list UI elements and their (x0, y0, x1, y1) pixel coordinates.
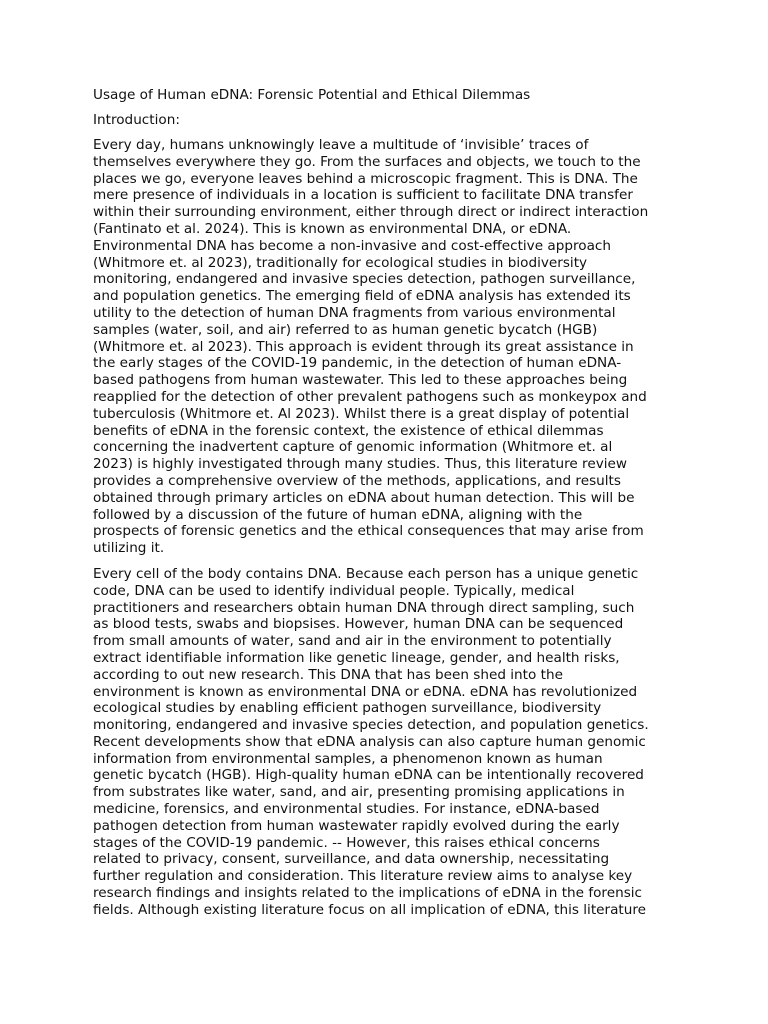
document-page (93, 86, 675, 928)
paragraph-1: Every day, humans unknowingly leave a multitude of ‘invisible’ traces of themselves everywhere they go. From the surfaces and objects, we touch to the places we go, everyone leaves behind a microscopic fragment. This is DNA. The mere presence of individuals in a location is sufficient to facilitate DNA transfer within their surrounding environment, either through direct or indirect interaction (Fantinato et al. 2024). This is known as environmental DNA, or eDNA. Environmental DNA has become a non-invasive and cost-effective approach (Whitmore et. al 2023), traditionally for ecological studies in biodiversity monitoring, endangered and invasive species detection, pathogen surveillance, and population genetics. The emerging field of eDNA analysis has extended its utility to the detection of human DNA fragments from various environmental samples (water, soil, and air) referred to as human genetic bycatch (HGB) (Whitmore et. al 2023). This approach is evident through its great assistance in the early stages of the COVID-19 pandemic, in the detection of human eDNA- based pathogens from human wastewater. This led to these approaches being reapplied for the detection of other prevalent pathogens such as monkeypox and tuberculosis (Whitmore et. Al 2023). Whilst there is a great display of potential benefits of eDNA in the forensic context, the existence of ethical dilemmas concerning the inadvertent capture of genomic information (Whitmore et. al 2023) is highly investigated through many studies. Thus, this literature review provides a comprehensive overview of the methods, applications, and results obtained through primary articles on eDNA about human detection. This will be followed by a discussion of the future of human eDNA, aligning with the prospects of forensic genetics and the ethical consequences that may arise from utilizing it. (93, 137, 649, 557)
paragraph-2: Every cell of the body contains DNA. Because each person has a unique genetic code, DNA can be used to identify individual people. Typically, medical practitioners and researchers obtain human DNA through direct sampling, such as blood tests, swabs and biopsises. However, human DNA can be sequenced from small amounts of water, sand and air in the environment to potentially extract identifiable information like genetic lineage, gender, and health risks, according to out new research. This DNA that has been shed into the environment is known as environmental DNA or eDNA. eDNA has revolutionized ecological studies by enabling efficient pathogen surveillance, biodiversity monitoring, endangered and invasive species detection, and population genetics. Recent developments show that eDNA analysis can also capture human genomic information from environmental samples, a phenomenon known as human genetic bycatch (HGB). High-quality human eDNA can be intentionally recovered from substrates like water, sand, and air, presenting promising applications in medicine, forensics, and environmental studies. For instance, eDNA-based pathogen detection from human wastewater rapidly evolved during the early stages of the COVID-19 pandemic. -- However, this raises ethical concerns related to privacy, consent, surveillance, and data ownership, necessitating further regulation and consideration. This literature review aims to analyse key research findings and insights related to the implications of eDNA in the forensic fields. Although existing literature focus on all implication of eDNA, this literature (93, 565, 649, 918)
introduction-heading: Introduction: (93, 112, 180, 128)
document-title: Usage of Human eDNA: Forensic Potential and Ethical Dilemmas (93, 87, 531, 103)
